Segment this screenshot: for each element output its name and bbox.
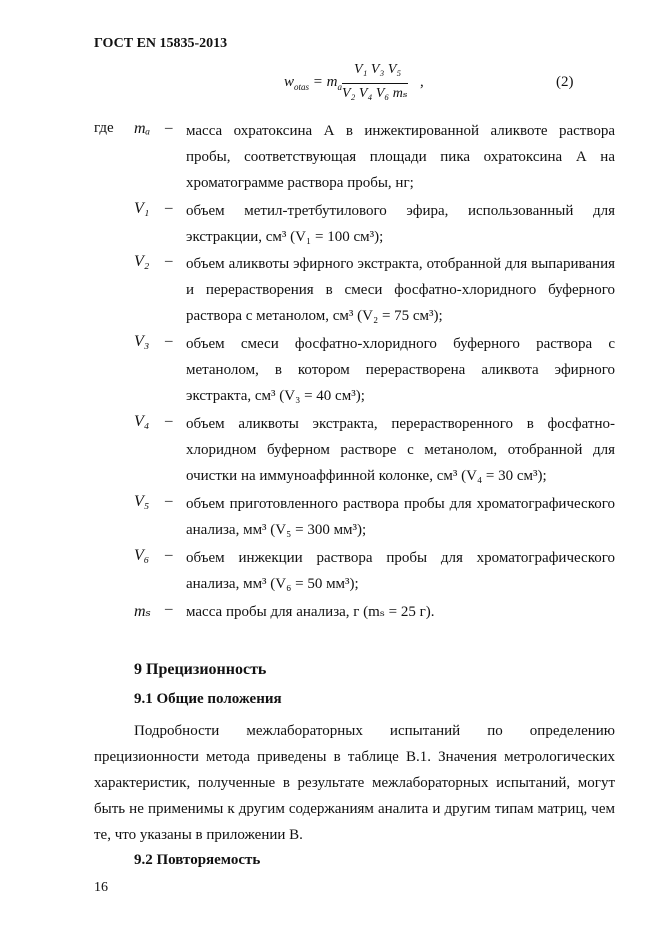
definition-text: объем смеси фосфатно-хлоридного буферного раствора с метанолом, в котором перерастворена аликвота эфирного экстракта, см³ (V₃ = 40 см³); — [186, 336, 615, 404]
definition-symbol: V₃ — [134, 333, 150, 350]
definition-symbol: mₛ — [134, 603, 151, 620]
page-number: 16 — [94, 880, 108, 895]
formula-numerator: V₁ V₃ V₅ — [354, 62, 402, 77]
section-heading-9: 9 Прецизионность — [134, 661, 267, 678]
definition-text: объем инжекции раствора пробы для хроматографического анализа, мм³ (V₆ = 50 мм³); — [186, 550, 615, 592]
where-label: где — [94, 120, 114, 136]
section-heading-9-2: 9.2 Повторяемость — [134, 852, 261, 868]
definition-symbol: V₂ — [134, 253, 150, 270]
formula — [284, 62, 444, 106]
definition-text: объем метил-третбутилового эфира, использованный для экстракции, см³ (V₁ = 100 см³); — [186, 203, 615, 245]
definition-text: объем приготовленного раствора пробы для хроматографического анализа, мм³ (V₅ = 300 мм³); — [186, 496, 615, 538]
fraction-bar — [342, 83, 408, 84]
definition-text: объем аликвоты экстракта, перерастворенного в фосфатно-хлоридном буферном растворе с метанолом, отобранной для очистки на иммуноаффинной колонке, см³ (V₄ = 30 см³); — [186, 416, 615, 484]
formula-comma: , — [420, 74, 424, 90]
section-heading-9-1: 9.1 Общие положения — [134, 691, 282, 707]
definition-symbol: mₐ — [134, 120, 151, 137]
definition-symbol: V₄ — [134, 413, 150, 430]
document-header: ГОСТ EN 15835-2013 — [94, 36, 228, 51]
definition-text: масса охратоксина А в инжектированной аликвоте раствора пробы, соответствующая площади пика охратоксина А на хроматограмме раствора пробы, нг; — [186, 123, 615, 191]
equation-number: (2) — [556, 74, 574, 90]
definition-symbol: V₆ — [134, 547, 150, 564]
formula-lhs: $w_{otas} = m_a$ — [284, 74, 342, 92]
body-paragraph: Подробности межлабораторных испытаний по определению прецизионности метода приведены в таблице В.1. Значения метрологических характеристик, полученные в результате межлабораторных испытаний, могут быть не применимы к другим содержаниям аналита и другим типам матриц, чем те, что указаны в приложении В. — [94, 723, 615, 843]
definition-symbol: V₁ — [134, 200, 150, 217]
definition-text: масса пробы для анализа, г (mₛ = 25 г). — [186, 604, 435, 620]
definition-symbol: V₅ — [134, 493, 150, 510]
formula-denominator: V₂ V₄ V₆ mₛ — [342, 86, 408, 101]
definition-text: объем аликвоты эфирного экстракта, отобранной для выпаривания и перерастворения в смеси фосфатно-хлоридного буферного раствора с метанолом, см³ (V₂ = 75 см³); — [186, 256, 615, 324]
